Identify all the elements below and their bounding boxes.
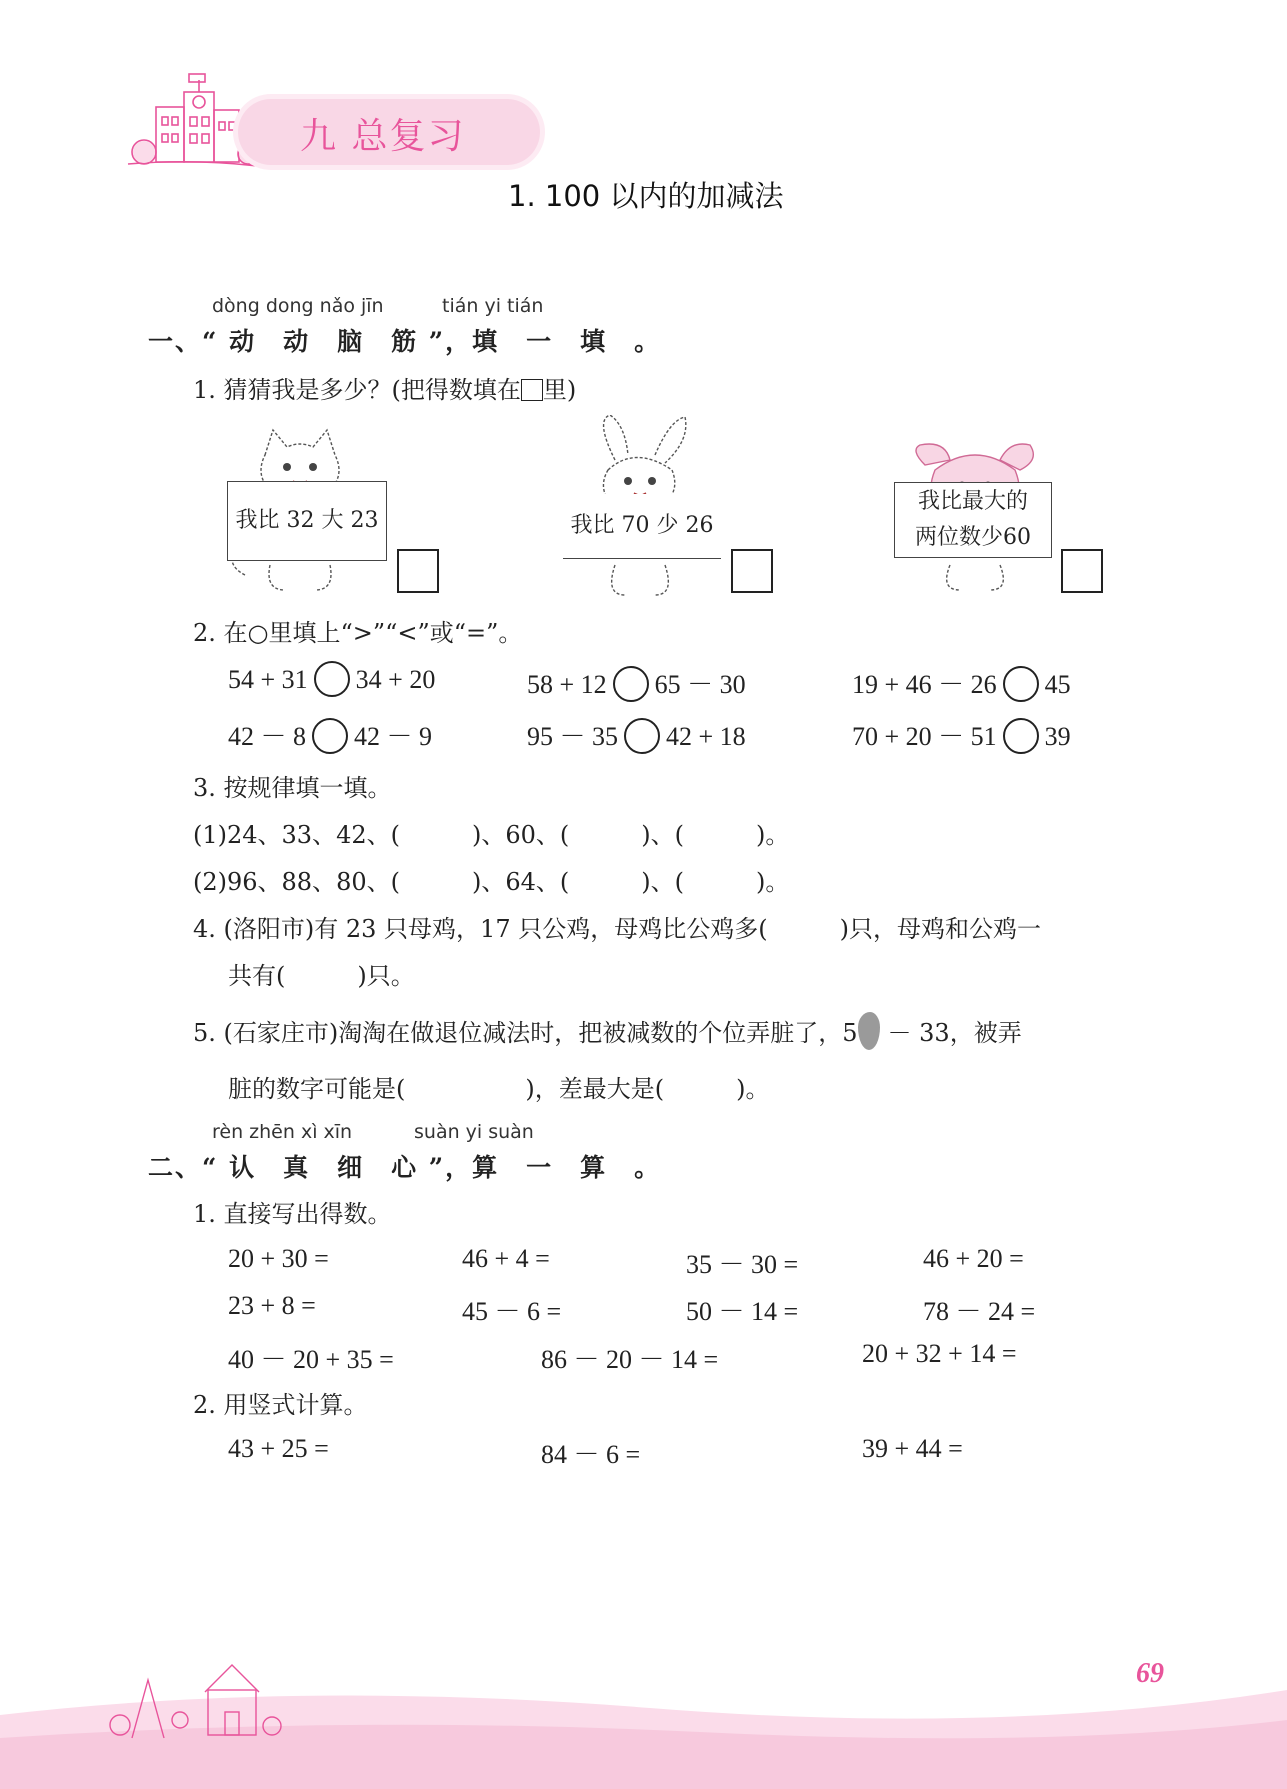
compare-left: 70 + 20 － 51 — [852, 722, 997, 751]
calc-item: 35 － 30 = — [686, 1250, 799, 1279]
calc-item: 40 － 20 + 35 = — [228, 1345, 394, 1374]
compare-left: 95 － 35 — [527, 722, 619, 751]
compare-right: 42 + 18 — [666, 722, 746, 751]
compare-circle[interactable] — [624, 718, 660, 754]
q4-line1: 4. (洛阳市)有 23 只母鸡，17 只公鸡，母鸡比公鸡多( )只，母鸡和公鸡一 — [193, 915, 1041, 943]
compare-item — [527, 716, 746, 757]
compare-circle[interactable] — [1003, 666, 1039, 702]
vertical-calc-item: 39 + 44 = — [862, 1434, 963, 1463]
compare-item — [852, 664, 1071, 705]
vertical-calc-item: 84 － 6 = — [541, 1440, 641, 1469]
footer-wave-decoration — [0, 1620, 1287, 1789]
calc-item: 78 － 24 = — [923, 1297, 1036, 1326]
q4-line2: 共有( )只。 — [228, 962, 415, 990]
compare-item — [852, 716, 1071, 757]
calc-item: 45 － 6 = — [462, 1297, 562, 1326]
lesson-title: 1. 100 以内的加减法 — [508, 179, 784, 213]
compare-circle[interactable] — [312, 718, 348, 754]
compare-circle[interactable] — [613, 666, 649, 702]
q5-line2: 脏的数字可能是( )，差最大是( )。 — [228, 1075, 770, 1103]
calc-item: 86 － 20 － 14 = — [541, 1345, 719, 1374]
sign-text-3a: 我比最大的 — [917, 489, 1028, 514]
compare-right: 45 — [1044, 670, 1071, 699]
compare-left: 58 + 12 — [527, 670, 607, 699]
calc-item: 23 + 8 = — [228, 1291, 316, 1320]
compare-right: 65 － 30 — [654, 670, 746, 699]
sign-text-1: 我比 32 大 23 — [235, 508, 379, 533]
smudge-blot — [858, 1012, 880, 1050]
sign-text-3b: 两位数少60 — [915, 525, 1031, 550]
answer-box-2[interactable] — [731, 549, 773, 593]
q5-line1 — [193, 1013, 1022, 1054]
vertical-calc-item: 43 + 25 = — [228, 1434, 329, 1463]
answer-box-1[interactable] — [397, 549, 439, 593]
square-symbol — [521, 379, 543, 401]
calc-item: 20 + 30 = — [228, 1244, 329, 1273]
q3-prompt: 3. 按规律填一填。 — [193, 774, 392, 802]
q3-line2: (2)96、88、80、( )、64、( )、( )。 — [193, 868, 790, 896]
compare-left: 19 + 46 － 26 — [852, 670, 997, 699]
compare-item — [527, 664, 746, 705]
s2-q2-prompt: 2. 用竖式计算。 — [193, 1391, 368, 1419]
calc-item: 20 + 32 + 14 = — [862, 1339, 1017, 1368]
chapter-title: 九 总复习 — [300, 116, 466, 157]
compare-circle[interactable] — [314, 661, 350, 697]
compare-item — [228, 664, 435, 700]
section2-pinyin-a: rèn zhēn xì xīn — [212, 1121, 353, 1143]
q1-prompt-tail: 里) — [542, 376, 577, 404]
answer-box-3[interactable] — [1061, 549, 1103, 593]
page-number: 69 — [1136, 1658, 1164, 1689]
section2-pinyin-b: suàn yi suàn — [414, 1121, 534, 1143]
section2-title: 二、“ 认 真 细 心 ”，算 一 算 。 — [148, 1153, 662, 1182]
q2-prompt: 2. 在○里填上“>”“<”或“=”。 — [193, 619, 523, 647]
calc-item: 50 － 14 = — [686, 1297, 799, 1326]
q3-line1: (1)24、33、42、( )、60、( )、( )。 — [193, 821, 790, 849]
calc-item: 46 + 20 = — [923, 1244, 1024, 1273]
section1-pinyin-a: dòng dong nǎo jīn — [212, 295, 384, 317]
compare-left: 54 + 31 — [228, 664, 308, 694]
q1-prompt — [193, 370, 576, 405]
sign-text-2: 我比 70 少 26 — [570, 513, 714, 538]
compare-right: 34 + 20 — [355, 664, 436, 694]
section1-pinyin-b: tián yi tián — [442, 295, 544, 317]
calc-item: 46 + 4 = — [462, 1244, 550, 1273]
q1-prompt-text: 1. 猜猜我是多少？(把得数填在 — [193, 376, 521, 404]
s2-q1-prompt: 1. 直接写出得数。 — [193, 1200, 392, 1228]
section1-title: 一、“ 动 动 脑 筋 ”，填 一 填 。 — [148, 327, 662, 356]
compare-left: 42 － 8 — [228, 722, 307, 751]
compare-circle[interactable] — [1003, 718, 1039, 754]
compare-right: 42 － 9 — [354, 722, 433, 751]
q5-text-tail: － 33，被弄 — [887, 1019, 1022, 1047]
q5-text: 5. (石家庄市)淘淘在做退位减法时，把被减数的个位弄脏了，5 — [193, 1019, 858, 1047]
compare-right: 39 — [1044, 722, 1071, 751]
sign-board-3 — [894, 482, 1052, 558]
compare-item — [228, 716, 432, 757]
sign-board-1 — [227, 481, 387, 561]
sign-board-2 — [563, 494, 721, 559]
